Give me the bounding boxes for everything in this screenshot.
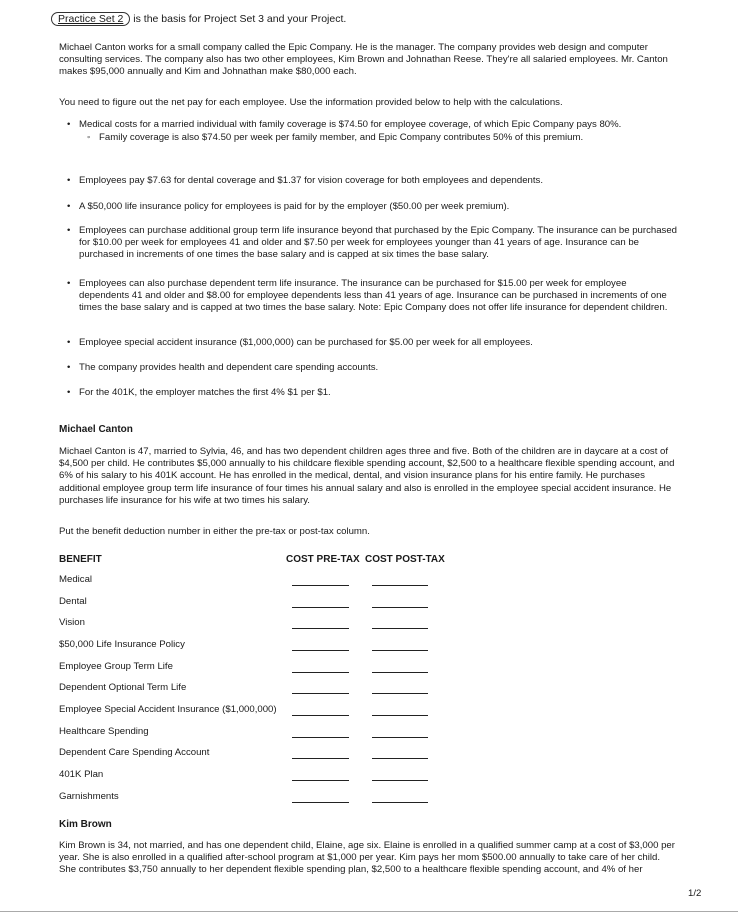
posttax-blank[interactable] [372, 737, 428, 738]
michael-instruction: Put the benefit deduction number in either the pre-tax or post-tax column. [59, 526, 370, 537]
rule-item: • Employee special accident insurance ($1,000,000) can be purchased for $5.00 per week for all employees. [59, 337, 679, 349]
posttax-blank[interactable] [372, 650, 428, 651]
col-posttax-header: COST POST-TAX [365, 554, 445, 565]
benefit-row [59, 726, 439, 740]
title-text: is the basis for Project Set 3 and your Project. [130, 13, 347, 25]
benefit-label: $50,000 Life Insurance Policy [59, 639, 185, 650]
benefit-row [59, 682, 439, 696]
posttax-blank[interactable] [372, 802, 428, 803]
pretax-blank[interactable] [292, 693, 349, 694]
benefit-row [59, 661, 439, 675]
michael-paragraph: Michael Canton is 47, married to Sylvia, 46, and has two dependent children ages three and five. Both of the children are in daycare at a cost of $4,500 per child. He contributes $5,000 annually to his childcare flexible spending account, $2,500 to a healthcare flexible spending account, and 6% of his salary to his 401K account. He has enrolled in the medical, dental, and vision insurance plans for his entire family. He purchases additional employee group term life insurance of four times his annual salary and also is enrolled in the employee special accident insurance. He purchases life insurance for his wife at two times his salary. [59, 446, 675, 506]
benefit-label: Healthcare Spending [59, 726, 149, 737]
kim-paragraph: Kim Brown is 34, not married, and has one dependent child, Elaine, age six. Elaine is enrolled in a qualified summer camp at a cost of $3,000 per year. She is also enrolled in a qualified after-school program at $1,000 per year. Kim pays her mom $500.00 annually to take care of her child. She contributes $3,750 annually to her dependent flexible spending plan, $2,500 to a healthcare flexible spending account, and 4% of her [59, 840, 675, 876]
posttax-blank[interactable] [372, 607, 428, 608]
posttax-blank[interactable] [372, 693, 428, 694]
benefit-row [59, 596, 439, 610]
rule-item: • The company provides health and dependent care spending accounts. [59, 362, 679, 374]
pretax-blank[interactable] [292, 737, 349, 738]
pretax-blank[interactable] [292, 650, 349, 651]
benefit-row [59, 639, 439, 653]
sub-rule-text: Family coverage is also $74.50 per week per family member, and Epic Company contributes 50% of this premium. [99, 132, 584, 144]
sub-rule-item [79, 132, 679, 144]
rule-item: • Employees can also purchase dependent term life insurance. The insurance can be purchased for $15.00 per week for employee dependents 41 and older and $8.00 for employee dependents less than 41 years of age. Insurance can be purchased in increments of one times the base salary and is capped at two times the base salary. Note: Epic Company does not offer life insurance for dependent children. [59, 278, 679, 315]
rule-item: • Employees pay $7.63 for dental coverage and $1.37 for vision coverage for both employees and dependents. [59, 175, 679, 187]
benefit-row [59, 791, 439, 805]
benefit-label: Garnishments [59, 791, 119, 802]
kim-heading: Kim Brown [59, 819, 112, 830]
pretax-blank[interactable] [292, 758, 349, 759]
benefit-label: Dependent Care Spending Account [59, 747, 210, 758]
benefit-label: Dependent Optional Term Life [59, 682, 187, 693]
instruction-paragraph: You need to figure out the net pay for each employee. Use the information provided below to help with the calculations. [59, 97, 563, 108]
rule-item: • For the 401K, the employer matches the first 4% $1 per $1. [59, 387, 679, 399]
posttax-blank[interactable] [372, 715, 428, 716]
benefit-label: Employee Group Term Life [59, 661, 173, 672]
intro-paragraph: Michael Canton works for a small company called the Epic Company. He is the manager. The company provides web design and computer consulting services. The company also has two other employees, Kim Brown and Johnathan Reese. They're all salaried employees. Mr. Canton makes $95,000 annually and Kim and Johnathan make $80,000 each. [59, 42, 668, 78]
pretax-blank[interactable] [292, 607, 349, 608]
benefit-row [59, 704, 439, 718]
posttax-blank[interactable] [372, 780, 428, 781]
pretax-blank[interactable] [292, 802, 349, 803]
footer-divider [0, 911, 738, 912]
rule-item: • Employees can purchase additional group term life insurance beyond that purchased by the Epic Company. The insurance can be purchased for $10.00 per week for employees 41 and older and $7.50 per week for employees younger than 41 years of age. Insurance can be purchased in increments of one times the base salary and is capped at six times the base salary. [59, 225, 679, 262]
benefit-label: 401K Plan [59, 769, 104, 780]
benefit-row [59, 747, 439, 761]
michael-heading: Michael Canton [59, 424, 133, 435]
pretax-blank[interactable] [292, 628, 349, 629]
title-line [57, 12, 346, 26]
rule-text: Medical costs for a married individual with family coverage is $74.50 for employee coverage, of which Epic Company pays 80%. [79, 119, 622, 130]
benefit-row [59, 574, 439, 588]
posttax-blank[interactable] [372, 672, 428, 673]
posttax-blank[interactable] [372, 758, 428, 759]
col-pretax-header: COST PRE-TAX [286, 554, 360, 565]
pretax-blank[interactable] [292, 715, 349, 716]
benefit-label: Dental [59, 596, 87, 607]
benefit-row [59, 769, 439, 783]
col-benefit-header: BENEFIT [59, 554, 102, 565]
posttax-blank[interactable] [372, 585, 428, 586]
circled-set-label: Practice Set 2 [51, 12, 130, 26]
benefit-row [59, 617, 439, 631]
rule-item [59, 119, 679, 144]
benefit-label: Medical [59, 574, 93, 585]
pretax-blank[interactable] [292, 780, 349, 781]
posttax-blank[interactable] [372, 628, 428, 629]
pretax-blank[interactable] [292, 585, 349, 586]
benefit-label: Employee Special Accident Insurance ($1,000,000) [59, 704, 277, 715]
pretax-blank[interactable] [292, 672, 349, 673]
rule-item: • A $50,000 life insurance policy for employees is paid for by the employer ($50.00 per week premium). [59, 201, 679, 213]
page-number: 1/2 [688, 888, 702, 899]
benefit-label: Vision [59, 617, 85, 628]
